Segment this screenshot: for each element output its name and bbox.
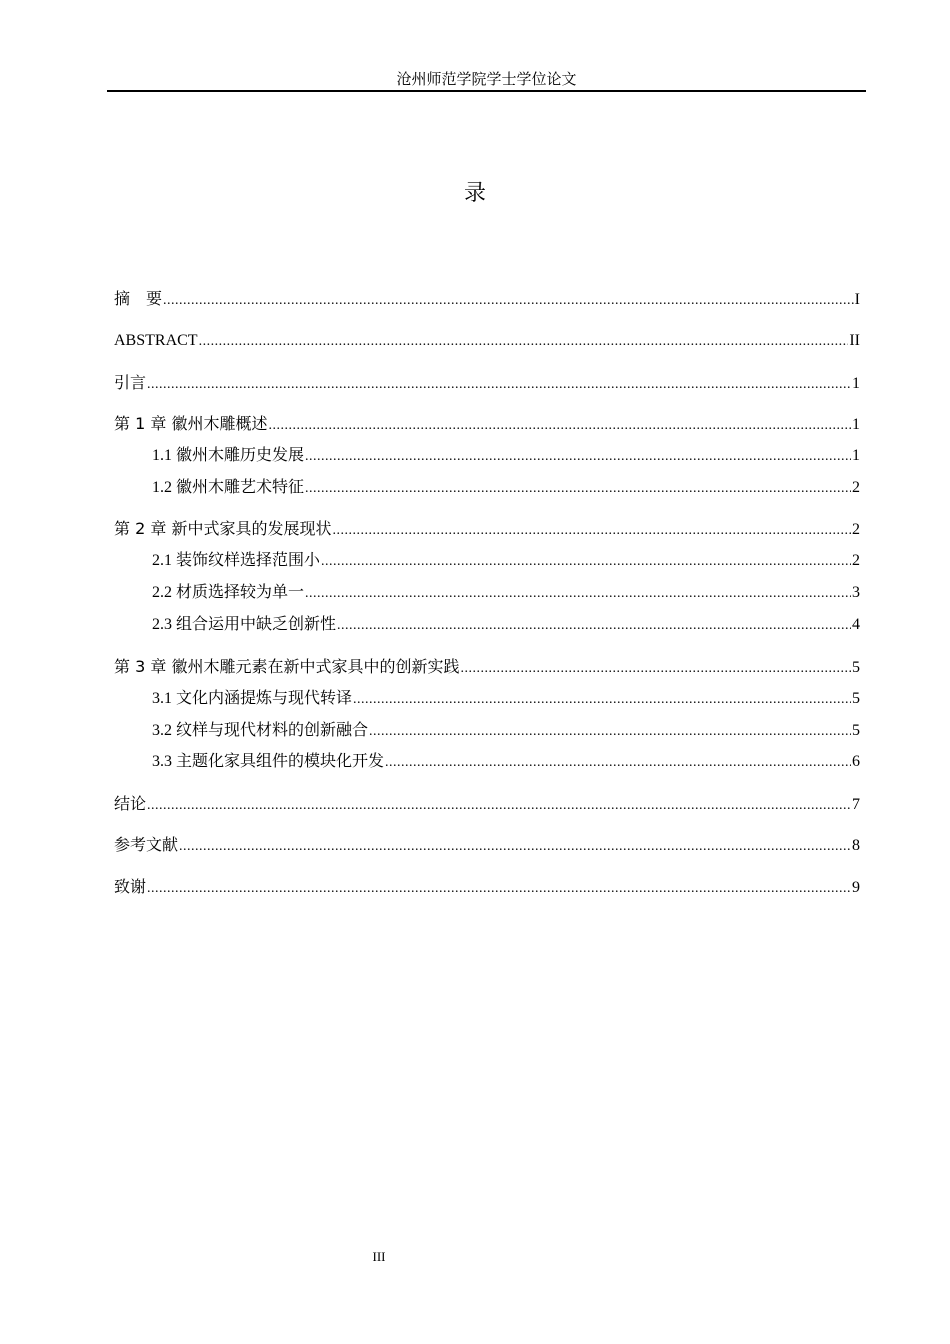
toc-entry-label: 2.2 材质选择较为单一: [152, 584, 305, 601]
toc-entry-section-1-2[interactable]: [152, 477, 860, 499]
toc-entry-abstract-cn[interactable]: [114, 288, 860, 310]
dot-leader: [199, 331, 849, 353]
toc-entry-section-2-2[interactable]: [152, 582, 860, 604]
toc-entry-page: 1: [852, 375, 860, 392]
dot-leader: [385, 752, 851, 774]
toc-entry-chapter-1[interactable]: [114, 413, 860, 435]
toc-entry-page: 1: [852, 447, 860, 464]
toc-entry-page: 4: [852, 616, 860, 633]
page-title: 录: [463, 181, 486, 206]
toc-entry-label: 摘 要: [114, 289, 163, 308]
toc-entry-page: 3: [852, 584, 860, 601]
toc-entry-label: 3.2 纹样与现代材料的创新融合: [152, 722, 369, 739]
toc-entry-label: 3.3 主题化家具组件的模块化开发: [152, 753, 385, 770]
toc-entry-page: 6: [852, 753, 860, 770]
dot-leader: [460, 658, 851, 680]
toc-entry-section-2-3[interactable]: [152, 614, 860, 636]
dot-leader: [163, 290, 854, 312]
toc-entry-label: 2.3 组合运用中缺乏创新性: [152, 616, 337, 633]
dot-leader: [321, 551, 851, 573]
dot-leader: [332, 520, 851, 542]
toc-entry-page: 1: [852, 416, 860, 433]
toc-entry-acknowledgements[interactable]: [114, 876, 860, 898]
toc-entry-section-1-1[interactable]: [152, 445, 860, 467]
toc-entry-page: I: [854, 291, 860, 308]
toc-entry-label: 1.2 徽州木雕艺术特征: [152, 479, 305, 496]
toc-entry-label: 2.1 装饰纹样选择范围小: [152, 552, 321, 569]
dot-leader: [147, 878, 851, 900]
dot-leader: [147, 374, 851, 396]
toc-entry-conclusion[interactable]: [114, 793, 860, 815]
toc-entry-label: 1.1 徽州木雕历史发展: [152, 447, 305, 464]
toc-entry-references[interactable]: [114, 834, 860, 856]
dot-leader: [337, 615, 851, 637]
toc-entry-page: 5: [852, 659, 860, 676]
header-text: 沧州师范学院学士学位论文: [396, 72, 577, 88]
toc-entry-label: 第 2 章 新中式家具的发展现状: [114, 519, 332, 538]
running-header: [107, 70, 866, 92]
toc-entry-section-3-2[interactable]: [152, 720, 860, 742]
toc-entry-page: 2: [852, 552, 860, 569]
toc-entry-abstract-en[interactable]: [114, 330, 860, 352]
toc-entry-label: 致谢: [114, 877, 147, 896]
page-footer: [0, 1248, 758, 1266]
toc-entry-page: 5: [852, 722, 860, 739]
dot-leader: [268, 415, 851, 437]
toc-entry-label: 参考文献: [114, 835, 179, 854]
toc-entry-label: ABSTRACT: [114, 332, 198, 349]
toc-entry-page: II: [849, 332, 860, 349]
dot-leader: [305, 478, 851, 500]
dot-leader: [353, 689, 851, 711]
toc-entry-page: 9: [852, 879, 860, 896]
toc-entry-chapter-2[interactable]: [114, 518, 860, 540]
dot-leader: [147, 795, 851, 817]
toc-entry-label: 第 1 章 徽州木雕概述: [114, 414, 268, 433]
toc-entry-introduction[interactable]: [114, 372, 860, 394]
toc-entry-label: 第 3 章 徽州木雕元素在新中式家具中的创新实践: [114, 657, 460, 676]
toc-entry-page: 2: [852, 521, 860, 538]
toc-entry-chapter-3[interactable]: [114, 656, 860, 678]
toc-entry-page: 5: [852, 690, 860, 707]
toc-entry-label: 3.1 文化内涵提炼与现代转译: [152, 690, 353, 707]
page-number: III: [372, 1249, 386, 1264]
toc-entry-page: 8: [852, 837, 860, 854]
toc-entry-page: 7: [852, 796, 860, 813]
toc-entry-section-2-1[interactable]: [152, 550, 860, 572]
toc-entry-section-3-1[interactable]: [152, 688, 860, 710]
dot-leader: [179, 836, 851, 858]
dot-leader: [369, 721, 851, 743]
toc-entry-page: 2: [852, 479, 860, 496]
toc-entry-section-3-3[interactable]: [152, 751, 860, 773]
dot-leader: [305, 583, 851, 605]
dot-leader: [305, 446, 851, 468]
toc-entry-label: 引言: [114, 373, 147, 392]
toc-entry-label: 结论: [114, 794, 147, 813]
